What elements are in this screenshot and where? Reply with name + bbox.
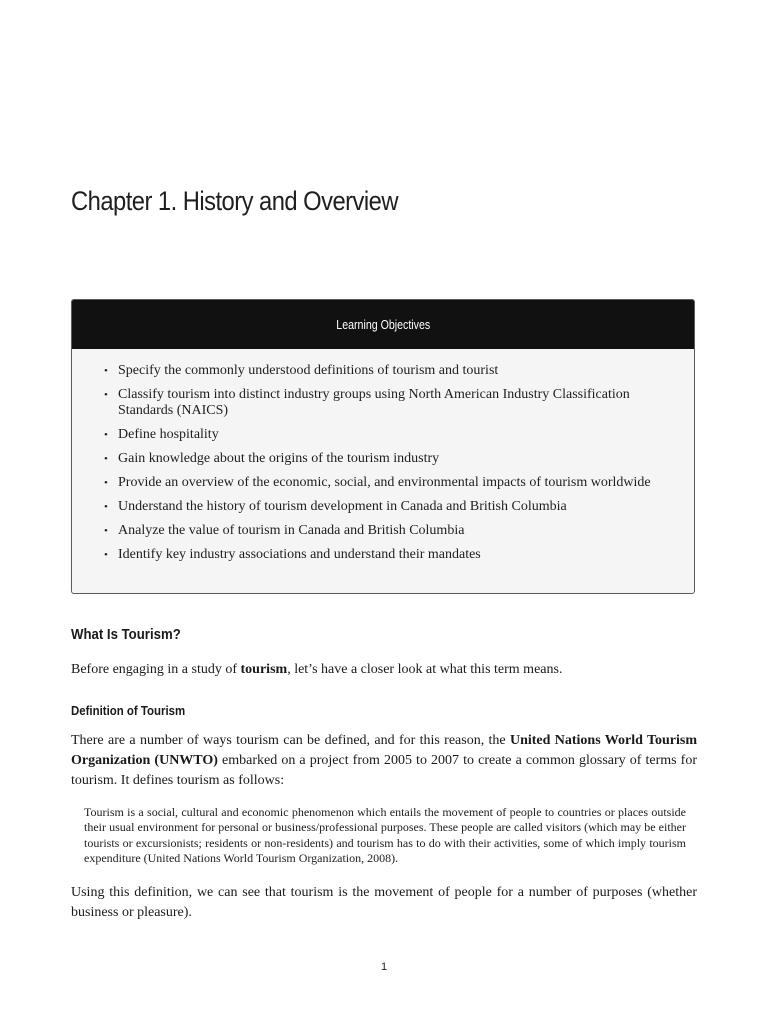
definition-text-end: embarked on a project from 2005 to 2007 to create a common glossary of terms for tourism. It defines tourism as follows: <box>71 753 698 788</box>
objective-text: Identify key industry associations and understand their mandates <box>118 547 481 562</box>
learning-objectives-title: Learning Objectives <box>336 317 430 332</box>
objective-text: Understand the history of tourism development in Canada and British Columbia <box>118 499 567 514</box>
objective-text: Gain knowledge about the origins of the tourism industry <box>118 451 440 466</box>
learning-objectives-header <box>72 300 694 349</box>
bullet-icon: • <box>104 453 108 465</box>
chapter-title: Chapter 1. History and Overview <box>71 186 398 216</box>
bullet-icon: • <box>104 525 108 537</box>
intro-paragraph <box>71 660 697 679</box>
objective-text: Analyze the value of tourism in Canada and British Columbia <box>118 523 465 538</box>
objective-text: Specify the commonly understood definitions of tourism and tourist <box>118 363 499 378</box>
objective-text: Provide an overview of the economic, social, and environmental impacts of tourism worldwide <box>118 475 651 490</box>
list-item <box>104 547 658 563</box>
intro-keyword: tourism <box>240 662 288 677</box>
bullet-icon: • <box>104 549 108 561</box>
list-item <box>104 387 658 419</box>
page-number: 1 <box>380 961 388 973</box>
list-item <box>104 427 658 443</box>
usage-paragraph: Using this definition, we can see that tourism is the movement of people for a number of purposes (whether business or pleasure). <box>71 885 697 920</box>
learning-objectives-box <box>71 299 695 594</box>
definition-quote: Tourism is a social, cultural and economic phenomenon which entails the movement of people to countries or places outside their usual environment for personal or business/professional purposes. These people are called visitors (which may be either tourists or excursionists; residents or non-residents) and tourism has to do with their activities, some of which imply tourism expenditure (United Nations World Tourism Organization, 2008). <box>84 805 686 865</box>
definition-paragraph <box>71 731 697 791</box>
list-item <box>104 523 658 539</box>
bullet-icon: • <box>104 365 108 377</box>
objective-text: Classify tourism into distinct industry groups using North American Industry Classification Standards (NAICS) <box>118 387 630 418</box>
intro-text-end: , let’s have a closer look at what this term means. <box>287 662 563 677</box>
bullet-icon: • <box>104 389 108 401</box>
list-item <box>104 475 658 491</box>
organization-name: United Nations World Tourism Organization (UNWTO) <box>71 733 697 768</box>
list-item <box>104 499 658 515</box>
subsection-heading: Definition of Tourism <box>71 703 186 718</box>
objective-text: Define hospitality <box>118 427 219 442</box>
section-heading: What Is Tourism? <box>71 626 181 643</box>
learning-objectives-list <box>72 349 694 563</box>
list-item <box>104 363 658 379</box>
bullet-icon: • <box>104 501 108 513</box>
bullet-icon: • <box>104 477 108 489</box>
bullet-icon: • <box>104 429 108 441</box>
definition-text: There are a number of ways tourism can be defined, and for this reason, the <box>71 733 510 748</box>
list-item <box>104 451 658 467</box>
intro-text: Before engaging in a study of <box>71 662 241 677</box>
